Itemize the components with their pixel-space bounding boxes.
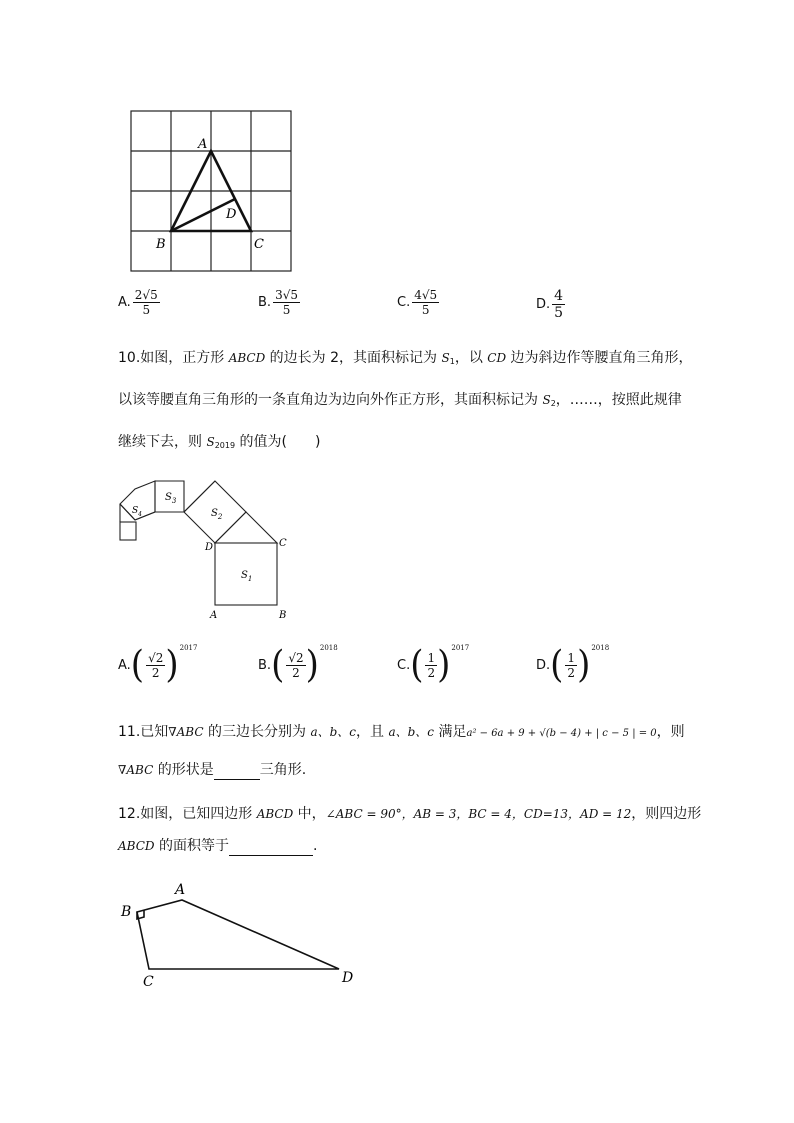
q12-label-d: D (342, 970, 354, 986)
power-expression: ( $\frac{1}{2}$ ) 2018 (550, 643, 610, 687)
q12-quadrilateral-figure (115, 878, 365, 993)
q9-grid-figure (128, 108, 298, 276)
q9-option-b (258, 288, 300, 317)
q10-label-d: D (205, 542, 214, 553)
q9-option-a (118, 288, 160, 317)
q9-label-a: A (198, 137, 208, 152)
q10-option-c: C. ( $\frac{1}{2}$ ) 2017 (397, 643, 470, 687)
q10-label-s1: $S_1$ (241, 570, 253, 583)
q11-line-1: 11.已知∇ABC 的三边长分别为 a、b、c，且 a、b、c 满足a² − 6a + 9 + √(b − 4) + | c − 5 | = 0，则 (118, 724, 685, 740)
q10-line-2: 以该等腰直角三角形的一条直角边为边向外作正方形，其面积标记为 $S_2$，……，按照此规律 (118, 392, 682, 408)
q10-line-3: 继续下去，则 $S_{2019}$ 的值为( ) (118, 434, 321, 450)
option-letter: A. (118, 295, 131, 310)
fraction: $\frac{2√5}{5}$ (134, 288, 158, 317)
q10-option-d: D. ( $\frac{1}{2}$ ) 2018 (536, 643, 610, 687)
q10-label-s3: $S_3$ (165, 492, 177, 505)
q12-label-b: B (121, 904, 132, 920)
option-letter: D. (536, 297, 551, 312)
q10-label-s4: $S_4$ (132, 506, 142, 518)
q10-label-b: B (279, 610, 287, 621)
q10-label-c: C (279, 538, 287, 549)
q12-line-1: 12.如图，已知四边形 ABCD 中，∠ABC = 90°，AB = 3，BC = 4，CD=13，AD = 12，则四边形 (118, 806, 702, 822)
option-letter: B. (258, 295, 272, 310)
q10-label-a: A (210, 610, 218, 621)
fraction: $\frac{4√5}{5}$ (414, 288, 438, 317)
q10-line-1: 10.如图，正方形 ABCD 的边长为 2，其面积标记为 $S_1$，以 CD 边为斜边作等腰直角三角形， (118, 350, 693, 366)
q10-option-a: A. ( $\frac{√2}{2}$ ) 2017 (118, 643, 198, 687)
q12-label-a: A (175, 882, 186, 898)
q9-option-d (536, 288, 565, 321)
q12-label-c: C (143, 974, 154, 990)
q10-option-b: B. ( $\frac{√2}{2}$ ) 2018 (258, 643, 338, 687)
q11-equation: a² − 6a + 9 + √(b − 4) + | c − 5 | = 0 (466, 728, 657, 739)
q9-label-b: B (156, 237, 166, 252)
fraction: $\frac{4}{5}$ (554, 288, 564, 321)
fraction: $\frac{3√5}{5}$ (275, 288, 298, 317)
answer-blank (214, 779, 260, 780)
answer-blank (229, 855, 313, 856)
option-letter: C. (397, 295, 411, 310)
q10-label-s2: $S_2$ (211, 508, 223, 521)
power-expression: ( $\frac{1}{2}$ ) 2017 (410, 643, 470, 687)
q9-option-c (397, 288, 439, 317)
power-expression: ( $\frac{√2}{2}$ ) 2018 (271, 643, 338, 687)
q9-label-d: D (226, 207, 237, 222)
power-expression: ( $\frac{√2}{2}$ ) 2017 (130, 643, 198, 687)
q9-label-c: C (254, 237, 264, 252)
q12-line-2: ABCD 的面积等于 . (118, 838, 318, 854)
q11-line-2: ∇ABC 的形状是 三角形. (118, 762, 307, 778)
q10-squares-figure (115, 476, 305, 626)
